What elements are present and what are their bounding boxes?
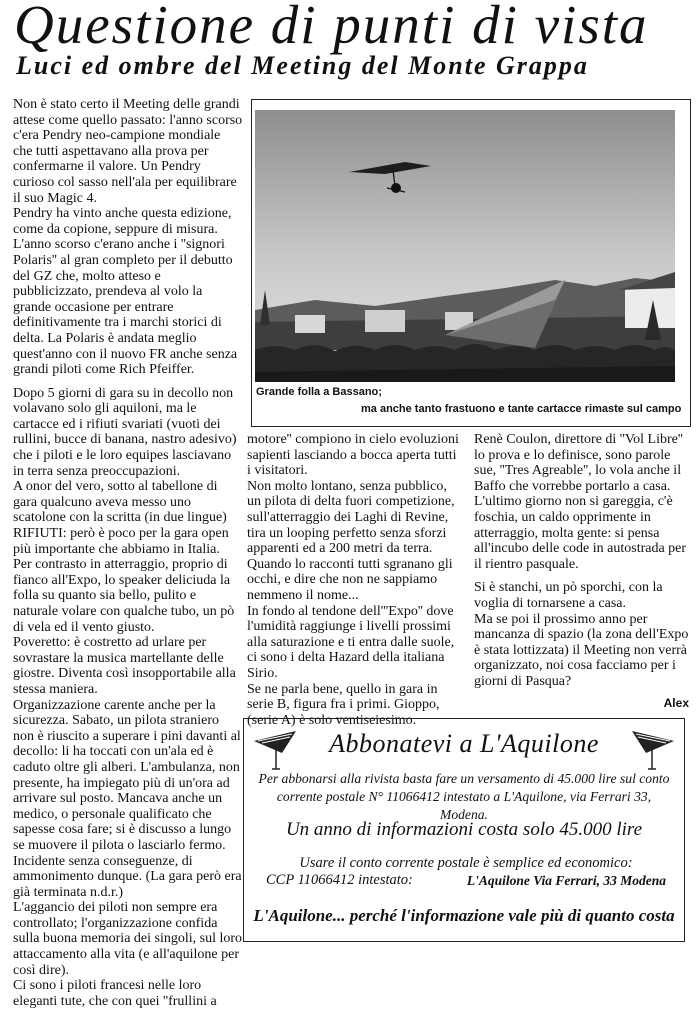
photo-caption-line-2: ma anche tanto frastuono e tante cartacce rimaste sul campo xyxy=(361,403,682,415)
article-column-1 xyxy=(13,97,243,1009)
paragraph: Poveretto: è costretto ad urlare per sovrastare la musica martellante delle giostre. Diventa così insopportabile alla stessa maniera. xyxy=(13,635,236,697)
ad-ccp-number: CCP 11066412 intestato: xyxy=(266,872,413,888)
paragraph: Pendry ha vinto anche questa edizione, come da copione, seppure di misura. xyxy=(13,206,232,237)
paragraph: Se ne parla bene, quello in gara in serie B, figura fra i primi. Gioppo, (serie A) è solo ventiseiesimo. xyxy=(247,681,440,728)
ad-headline: Un anno di informazioni costa solo 45.000 lire xyxy=(285,819,643,840)
subscription-advertisement xyxy=(243,718,685,942)
article-column-3 xyxy=(474,432,689,711)
paragraph: Ci sono i piloti francesi nelle loro eleganti tute, che con quei ''frullini a xyxy=(13,978,217,1009)
photo-hang-glider-meeting xyxy=(255,110,675,382)
paragraph: L'aggancio dei piloti non sempre era controllato; l'organizzazione confida sulla buona memoria dei singoli, sul loro attaccamento alla vita (e all'aquilone per così dire). xyxy=(13,900,243,978)
kite-icon xyxy=(630,727,676,773)
paragraph: Dopo 5 giorni di gara su in decollo non volavano solo gli aquiloni, ma le cartacce ed i rifiuti svariati (vuoti dei rullini, bucce di banana, nastro adesivo) che i piloti e le loro equipes lasciavano in terra senza preoccupazioni. xyxy=(13,385,237,479)
photo-caption-line-1: Grande folla a Bassano; xyxy=(256,386,382,398)
article-title: Questione di punti di vista xyxy=(14,0,649,55)
photo-illustration xyxy=(255,110,675,382)
paragraph: Quando lo racconti tutti sgranano gli occhi, e dire che non ne sappiamo nemmeno il nome... xyxy=(247,556,453,603)
paragraph: Si è stanchi, un pò sporchi, con la voglia di tornarsene a casa. xyxy=(474,580,663,611)
paragraph: L'ultimo giorno non si gareggia, c'è foschia, un caldo opprimente in atterraggio, molta gente: si pensa all'incubo delle code in autostrada per il rientro pasquale. xyxy=(474,494,687,572)
paragraph: In fondo al tendone dell'''Expo'' dove l'umidità raggiunge i livelli prossimi alla saturazione e ti entra dalle suole, ci sono i delta Hazard della italiana Sirio. xyxy=(247,603,455,681)
ad-payment-line: Usare il conto corrente postale è semplice ed economico: xyxy=(299,855,633,871)
paragraph: Per contrasto in atterraggio, proprio di fianco all'Expo, lo speaker deliciuda la folla su quanto sia bello, pulito e naturale volare con qualche tubo, un pò di vela ed il vento giusto. xyxy=(13,557,235,635)
paragraph: L'anno scorso c'erano anche i ''signori Polaris'' al gran completo per il debutto del GZ che, molto atteso e pubblicizzato, prendeva al volo la grande occasione per entrare definitivamente tra i marchi storici di delta. La Polaris è andata meglio quest'anno con il nuovo FR anche senza grandi piloti come Rich Pfeiffer. xyxy=(13,237,238,378)
kite-icon xyxy=(252,727,298,773)
ad-address: L'Aquilone Via Ferrari, 33 Modena xyxy=(466,873,666,888)
article-column-2 xyxy=(247,432,459,728)
paragraph: Organizzazione carente anche per la sicurezza. Sabato, un pilota straniero non è riuscito a superare i pini davanti al decollo: li ha toccati con un'ala ed è caduto oltre gli alberi. L'ambulanza, non presente, ha impiegato più di un'ora ad arrivare sul posto. Mancava anche un medico, o personale qualificato che sapesse cosa fare; si è discusso a lungo se muovere il pilota o lasciarlo fermo. Incidente senza conseguenze, di ammonimento dunque. (La gara però era già terminata n.d.r.) xyxy=(13,697,242,900)
paragraph: Ma se poi il prossimo anno per mancanza di spazio (la zona dell'Expo è stata lottizzata) il Meeting non verrà organizzato, noi cosa facciamo per i giorni di Pasqua? xyxy=(474,611,689,689)
paragraph: A onor del vero, sotto al tabellone di gara qualcuno aveva messo uno scatolone con la scritta (in due lingue) RIFIUTI: però è poco per la gara open più importante che abbiamo in Italia. xyxy=(13,479,229,557)
ad-subscription-text: Per abbonarsi alla rivista basta fare un versamento di 45.000 lire sul conto corrente postale N° 11066412 intestato a L'Aquilone, via Ferrari 33, Modena. xyxy=(258,771,670,822)
article-author: Alex xyxy=(663,695,689,710)
ad-payment-info xyxy=(266,855,666,889)
paragraph: Non è stato certo il Meeting delle grandi attese come quello passato: l'anno scorso c'era Pendry neo-campione mondiale che tutti aspettavano alla prova per confermarne il valore. Un Pendry curioso col sasso nell'ala per equilibrare il suo Magic 4. xyxy=(13,97,243,206)
paragraph: Non molto lontano, senza pubblico, un pilota di delta fuori competizione, sull'atterraggio dei Laghi di Revine, tira un looping perfetto senza sforzi apparenti ed a 200 metri da terra. xyxy=(247,478,455,557)
paragraph: Renè Coulon, direttore di ''Vol Libre'' lo prova e lo definisce, sono parole sue, ''Tres Agreable'', lo vola anche il Baffo che vorrebbe portarlo a casa. xyxy=(474,432,683,494)
ad-slogan: L'Aquilone... perché l'informazione vale più di quanto costa xyxy=(253,906,675,925)
article-subtitle: Luci ed ombre del Meeting del Monte Grappa xyxy=(16,51,589,80)
ad-title: Abbonatevi a L'Aquilone xyxy=(329,729,599,758)
paragraph: motore'' compiono in cielo evoluzioni sapienti lasciando a bocca aperta tutti i visitatori. xyxy=(247,432,459,479)
